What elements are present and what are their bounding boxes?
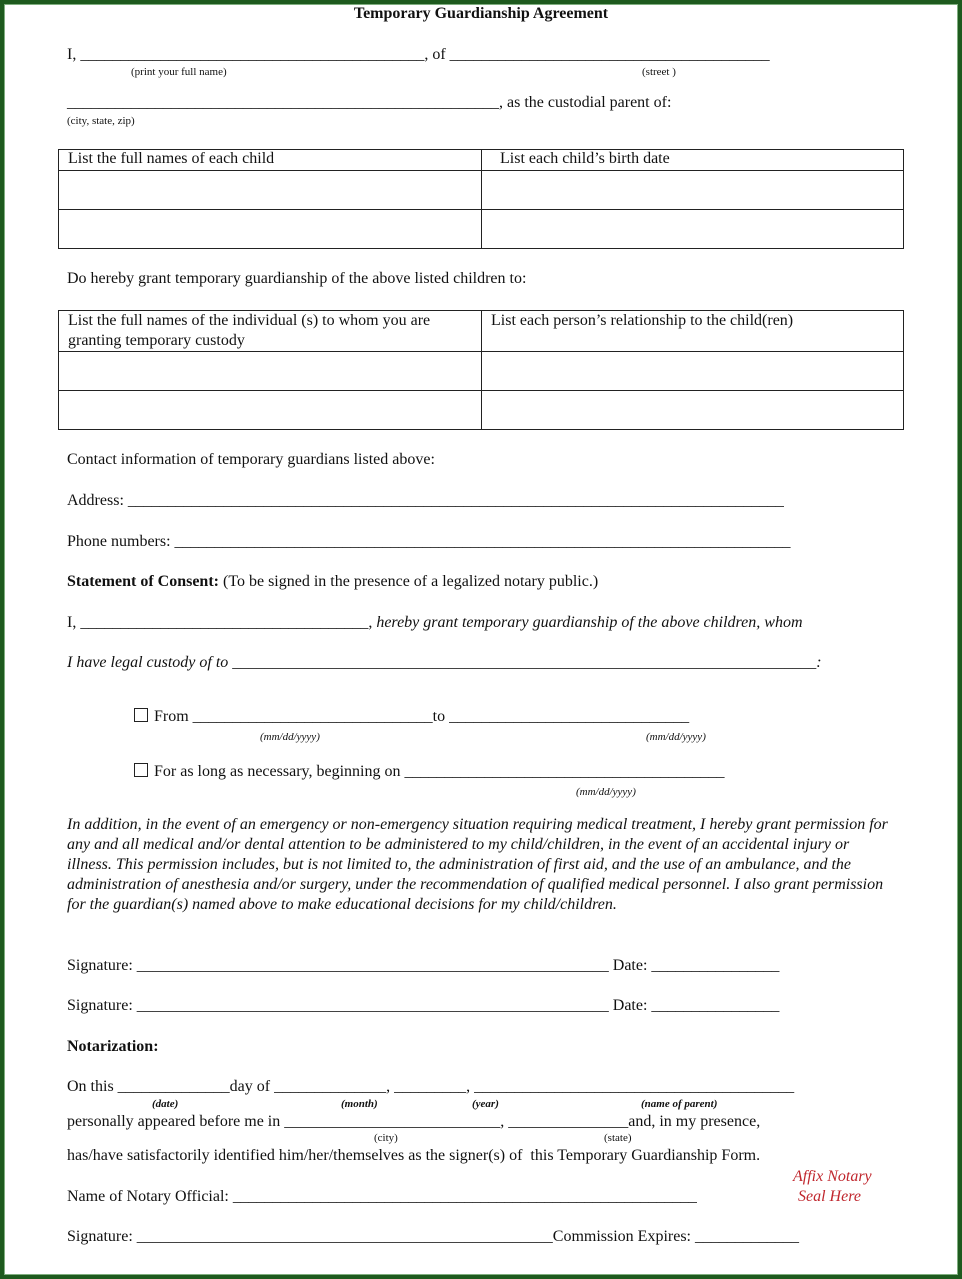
- hint-city-state-zip: (city, state, zip): [67, 115, 135, 127]
- children-birthdate-header: List each child’s birth date: [482, 150, 904, 171]
- hint-date: (date): [152, 1098, 179, 1110]
- necessary-checkbox[interactable]: [134, 763, 148, 777]
- consent-name-blank[interactable]: I, ____________________________________,: [67, 614, 373, 631]
- necessary-text[interactable]: For as long as necessary, beginning on ________________________________________: [154, 763, 725, 780]
- guardians-table: [58, 310, 904, 430]
- child-birthdate-cell[interactable]: [482, 210, 904, 249]
- guardian-relationship-header: List each person’s relationship to the child(ren): [482, 311, 904, 352]
- notary-signature-line[interactable]: Signature: ____________________________________________________Commission Expires: _____________: [67, 1228, 799, 1245]
- hint-street: (street ): [642, 66, 676, 78]
- address-line[interactable]: Address: __________________________________________________________________________________: [67, 492, 784, 509]
- hint-parent-name: (name of parent): [641, 1098, 718, 1110]
- seal-label-line2: Seal Here: [798, 1188, 861, 1205]
- hint-city: (city): [374, 1132, 398, 1144]
- consent-heading-note: (To be signed in the presence of a legalized notary public.): [218, 573, 599, 590]
- children-table: [58, 149, 904, 249]
- notary-identification-text: has/have satisfactorily identified him/her/themselves as the signer(s) of this Temporary Guardianship Form.: [67, 1147, 761, 1164]
- as-long-as-necessary-option[interactable]: [134, 763, 724, 781]
- child-birthdate-cell[interactable]: [482, 171, 904, 210]
- guardian-name-cell[interactable]: [59, 352, 482, 391]
- contact-heading: Contact information of temporary guardians listed above:: [67, 451, 435, 468]
- signature-line-2[interactable]: Signature: ___________________________________________________________ Date: ________________: [67, 997, 780, 1014]
- consent-heading-label: Statement of Consent:: [67, 573, 219, 590]
- document-title: Temporary Guardianship Agreement: [353, 5, 609, 22]
- medical-permission-paragraph: In addition, in the event of an emergency or non-emergency situation requiring medical treatment, I hereby grant permission for any and all medical and/or dental attention to be administered to my child/children, in the event of an accidental injury or illness. This permission includes, but is not limited to, the administration of first aid, and the use of an ambulance, and the administration of anesthesia and/or surgery, under the recommendation of qualified medical personnel. I also grant permission for the guardian(s) named above to make educational decisions for my child/children.: [67, 816, 888, 913]
- consent-line-1[interactable]: [67, 614, 803, 632]
- guardian-name-header: [59, 311, 482, 352]
- hint-begin-date: (mm/dd/yyyy): [576, 786, 636, 798]
- signature-line-1[interactable]: Signature: ___________________________________________________________ Date: ________________: [67, 957, 780, 974]
- from-to-option[interactable]: [134, 708, 689, 726]
- hint-full-name: (print your full name): [131, 66, 227, 78]
- hint-year: (year): [472, 1098, 499, 1110]
- notary-location-line[interactable]: personally appeared before me in ___________________________, _______________and, in my presence,: [67, 1113, 761, 1130]
- child-name-cell[interactable]: [59, 210, 482, 249]
- children-name-header: List the full names of each child: [59, 150, 482, 171]
- city-state-zip-line[interactable]: ______________________________________________________, as the custodial parent of:: [67, 94, 672, 111]
- notary-date-line[interactable]: On this ______________day of ______________, _________, ________________________________________: [67, 1078, 795, 1095]
- guardian-name-header-line2: granting temporary custody: [68, 332, 245, 349]
- hint-month: (month): [341, 1098, 378, 1110]
- from-to-checkbox[interactable]: [134, 708, 148, 722]
- consent-line-1-text: hereby grant temporary guardianship of the above children, whom: [372, 614, 803, 631]
- from-to-text[interactable]: From ______________________________to ______________________________: [154, 708, 690, 725]
- consent-heading: [67, 573, 598, 591]
- hint-to-date: (mm/dd/yyyy): [646, 731, 706, 743]
- guardian-name-cell[interactable]: [59, 391, 482, 430]
- notarization-heading: Notarization:: [67, 1038, 159, 1055]
- consent-line-2[interactable]: I have legal custody of to _________________________________________________________________________:: [67, 654, 822, 671]
- parent-name-street-line[interactable]: I, ___________________________________________, of ________________________________________: [67, 46, 770, 63]
- grant-text: Do hereby grant temporary guardianship of the above listed children to:: [67, 270, 527, 287]
- phone-line[interactable]: Phone numbers: _____________________________________________________________________________: [67, 533, 791, 550]
- seal-label-line1: Affix Notary: [793, 1168, 872, 1185]
- guardian-relationship-cell[interactable]: [482, 352, 904, 391]
- notary-name-line[interactable]: Name of Notary Official: __________________________________________________________: [67, 1188, 697, 1205]
- guardian-relationship-cell[interactable]: [482, 391, 904, 430]
- guardian-name-header-line1: List the full names of the individual (s) to whom you are: [68, 312, 431, 329]
- child-name-cell[interactable]: [59, 171, 482, 210]
- hint-from-date: (mm/dd/yyyy): [260, 731, 320, 743]
- hint-state: (state): [604, 1132, 632, 1144]
